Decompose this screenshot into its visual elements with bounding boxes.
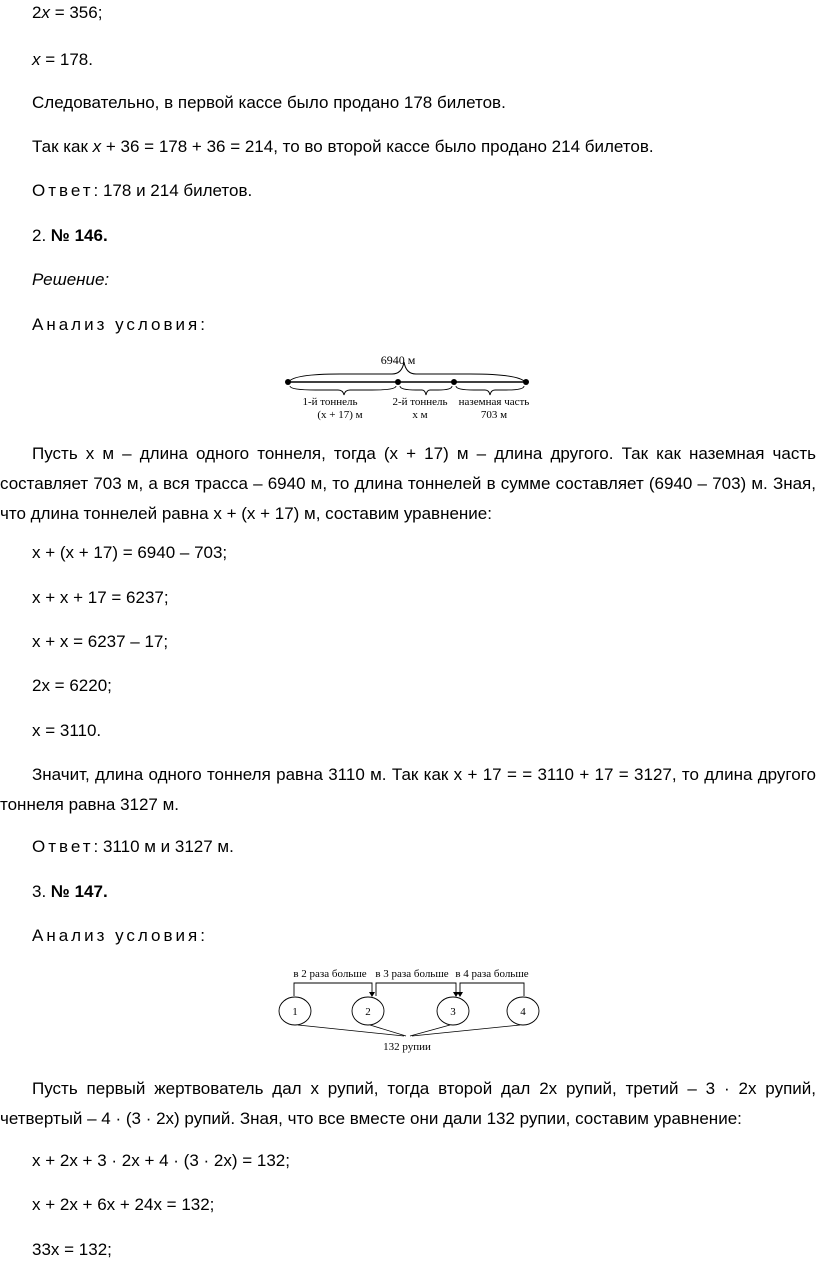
point-a	[285, 379, 291, 385]
equation-6: x + 2x + 3 · 2x + 4 · (3 · 2x) = 132;	[32, 1151, 290, 1170]
ground-part-label: наземная часть	[458, 396, 530, 408]
paragraph-tunnels	[0, 443, 816, 525]
arc-label-1: в 2 раза больше	[293, 968, 367, 980]
tunnel-1-label: 1-й тоннель	[302, 396, 358, 408]
paragraph-result-row-1: Значит, длина одного тоннеля равна 3110 м. Так как x + 17 = = 3110 + 17 = 3127, то длина другого	[32, 765, 816, 784]
equation-8: 33x = 132;	[32, 1240, 112, 1259]
analysis-label-1: Анализ условия:	[32, 315, 208, 334]
conclusion-line: Следовательно, в первой кассе было продано 178 билетов.	[32, 93, 506, 112]
arc-1	[294, 983, 372, 996]
equation-7: x + 2x + 6x + 24x = 132;	[32, 1195, 215, 1214]
task-heading-146: 2. № 146.	[32, 226, 108, 245]
answer-1: Ответ: 178 и 214 билетов.	[32, 181, 253, 200]
arc-3	[460, 983, 524, 996]
answer-2: Ответ: 3110 м и 3127 м.	[32, 837, 234, 856]
arc-label-3: в 4 раза больше	[455, 968, 529, 980]
brace-ground	[456, 386, 524, 395]
donor-2-label: 2	[365, 1006, 371, 1018]
task-heading-147: 3. № 147.	[32, 882, 108, 901]
arc-2	[376, 983, 456, 996]
paragraph-tunnels-row-1: Пусть x м – длина одного тоннеля, тогда (x + 17) м – длина другого. Так как наземная часть	[32, 444, 816, 463]
point-d	[523, 379, 529, 385]
equation-5: x = 3110.	[32, 721, 102, 740]
arc-label-2: в 3 раза больше	[375, 968, 449, 980]
paragraph-donors	[0, 1078, 816, 1130]
donor-1-label: 1	[292, 1006, 298, 1018]
equation-3: x + x = 6237 – 17;	[32, 632, 169, 651]
donor-4-label: 4	[520, 1006, 526, 1018]
total-rupees-label: 132 рупии	[383, 1041, 431, 1053]
brace-tunnel-1	[290, 386, 396, 395]
second-cashier-line: Так как x + 36 = 178 + 36 = 214, то во второй кассе было продано 214 билетов.	[32, 137, 654, 156]
ground-part-length: 703 м	[480, 409, 508, 421]
donors-diagram	[270, 962, 560, 1058]
eq-line-1: 2x = 356;	[32, 3, 103, 22]
paragraph-donors-row-1: Пусть первый жертвователь дал x рупий, тогда второй дал 2x рупий, третий – 3 · 2x рупий,	[32, 1079, 816, 1098]
paragraph-tunnels-row-2: составляет 703 м, а вся трасса – 6940 м, то длина тоннелей в сумме составляет (6940 – 703) м. Зная,	[0, 474, 816, 493]
tunnel-2-label: 2-й тоннель	[392, 396, 448, 408]
tunnel-diagram	[280, 348, 540, 424]
equation-4: 2x = 6220;	[32, 676, 112, 695]
equation-1: x + (x + 17) = 6940 – 703;	[32, 543, 228, 562]
brace-tunnel-2	[400, 386, 452, 395]
paragraph-tunnels-row-3: что длина тоннелей равна x + (x + 17) м, составим уравнение:	[0, 504, 492, 523]
point-c	[451, 379, 457, 385]
paragraph-donors-row-2: четвертый – 4 · (3 · 2x) рупий. Зная, что все вместе они дали 132 рупии, составим уравнение:	[0, 1109, 742, 1128]
paragraph-result-row-2: тоннеля равна 3127 м.	[0, 795, 180, 814]
analysis-label-2: Анализ условия:	[32, 926, 208, 945]
tunnel-2-length: x м	[412, 409, 428, 421]
solution-label: Решение:	[32, 270, 110, 289]
paragraph-result	[0, 764, 816, 816]
total-length-label: 6940 м	[380, 353, 416, 367]
eq-line-2: x = 178.	[32, 50, 93, 69]
point-b	[395, 379, 401, 385]
donor-3-label: 3	[450, 1006, 456, 1018]
sum-line-4	[412, 1025, 520, 1036]
tunnel-1-length: (x + 17) м	[317, 409, 363, 421]
equation-2: x + x + 17 = 6237;	[32, 588, 169, 607]
